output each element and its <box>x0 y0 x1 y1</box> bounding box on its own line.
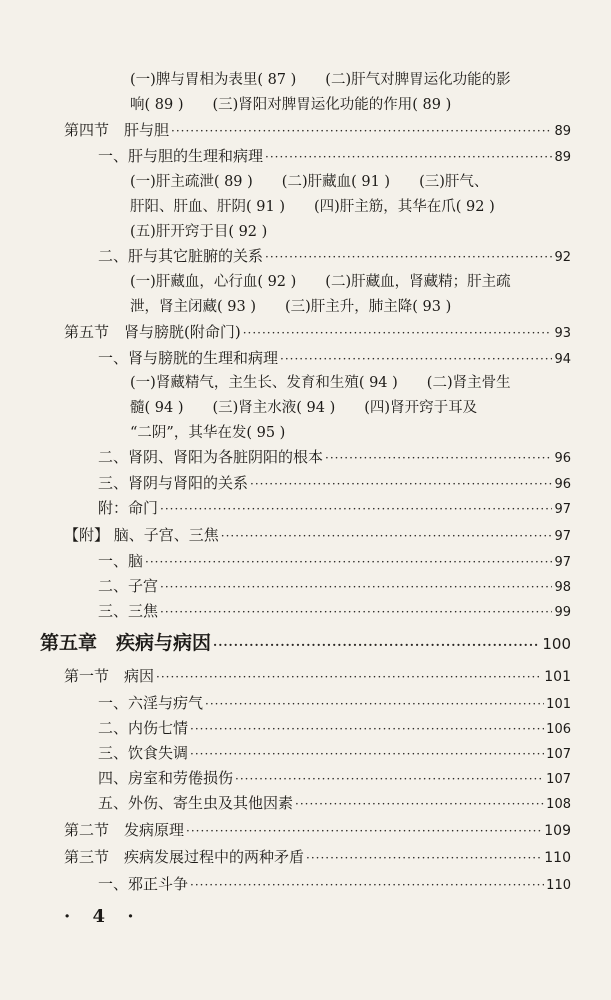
toc-subitems-line: “二阴”，其华在发( 95 ) <box>130 425 286 441</box>
leader-dots <box>205 694 544 714</box>
toc-page-number: 92 <box>554 250 571 265</box>
toc-page-number: 89 <box>554 150 571 165</box>
leader-dots <box>186 821 542 841</box>
toc-page-number: 110 <box>544 850 571 866</box>
toc-entry-label: 第二节 发病原理 <box>64 821 185 839</box>
toc-subitems-line: 响( 89 ) (三)肾阳对脾胃运化功能的作用( 89 ) <box>130 97 452 113</box>
toc-page-number: 99 <box>554 605 571 620</box>
toc-entry-label: 一、肾与膀胱的生理和病理 <box>98 349 279 367</box>
toc-entry-subsection[interactable] <box>98 601 571 623</box>
toc-entry-subsection[interactable] <box>98 768 571 790</box>
toc-page-number: 98 <box>554 580 571 595</box>
toc-page-number: 89 <box>554 124 571 139</box>
leader-dots <box>250 474 552 494</box>
toc-page-number: 93 <box>554 326 571 341</box>
leader-dots <box>145 552 552 572</box>
toc-entry-label: 一、肝与胆的生理和病理 <box>98 147 264 165</box>
toc-entry-label: 三、饮食失调 <box>98 744 189 762</box>
toc-entry-label: 【附】 脑、子宫、三焦 <box>64 526 219 544</box>
toc-entry-subsection[interactable] <box>98 793 571 815</box>
toc-entry-label: 第四节 肝与胆 <box>64 121 170 139</box>
toc-page-number: 110 <box>546 878 571 893</box>
toc-page-number: 97 <box>554 555 571 570</box>
toc-entry-label: 一、脑 <box>98 552 144 570</box>
toc-entry-label: 附：命门 <box>98 499 159 517</box>
toc-entry-subsection[interactable] <box>98 743 571 765</box>
toc-entry-chapter[interactable] <box>40 630 571 658</box>
toc-entry-label: 第三节 疾病发展过程中的两种矛盾 <box>64 848 305 866</box>
leader-dots <box>171 121 552 141</box>
leader-dots <box>160 602 552 622</box>
toc-entry-label: 第五章 疾病与病因 <box>40 632 212 654</box>
toc-subitems-line: (一)肝主疏泄( 89 ) (二)肝藏血( 91 ) (三)肝气、 <box>130 174 489 190</box>
toc-entry-subsection[interactable] <box>98 718 571 740</box>
toc-entry-label: 三、三焦 <box>98 602 159 620</box>
leader-dots <box>156 667 542 687</box>
toc-subitems-line: (一)肾藏精气，主生长、发育和生殖( 94 ) (二)肾主骨生 <box>130 375 511 391</box>
toc-page-number: 107 <box>546 747 571 762</box>
toc-page-number: 96 <box>554 477 571 492</box>
toc-entry-subsection[interactable] <box>98 473 571 495</box>
toc-entry-section[interactable] <box>64 120 571 142</box>
leader-dots <box>265 147 552 167</box>
leader-dots <box>190 875 544 895</box>
toc-page-number: 96 <box>554 451 571 466</box>
toc-entry-label: 二、子宫 <box>98 577 159 595</box>
toc-entry-subsection[interactable] <box>98 874 571 896</box>
toc-entry-label: 三、肾阴与肾阳的关系 <box>98 474 249 492</box>
toc-page-number: 101 <box>546 697 571 712</box>
toc-entry-section[interactable] <box>64 847 571 868</box>
leader-dots <box>243 323 553 343</box>
toc-subitems-line: 肝阳、肝血、肝阴( 91 ) (四)肝主筋，其华在爪( 92 ) <box>130 199 495 215</box>
leader-dots <box>325 448 552 468</box>
page-folio: · 4 · <box>64 906 142 927</box>
leader-dots <box>213 632 540 658</box>
toc-entry-subsection[interactable] <box>98 348 571 370</box>
toc-page-number: 108 <box>546 797 571 812</box>
leader-dots <box>235 769 544 789</box>
leader-dots <box>265 247 552 267</box>
toc-page-number: 101 <box>544 669 571 685</box>
toc-entry-appendix[interactable] <box>64 525 571 547</box>
toc-page-number: 106 <box>546 722 571 737</box>
toc-subitems-line: (一)肝藏血，心行血( 92 ) (二)肝藏血，肾藏精；肝主疏 <box>130 274 511 290</box>
toc-entry-label: 二、内伤七情 <box>98 719 189 737</box>
toc-entry-label: 一、六淫与疠气 <box>98 694 204 712</box>
toc-entry-section[interactable] <box>64 820 571 841</box>
toc-entry-subsection[interactable] <box>98 576 571 598</box>
toc-subitems-line: (五)肝开窍于目( 92 ) <box>130 224 268 240</box>
toc-entry-label: 第五节 肾与膀胱(附命门) <box>64 323 241 341</box>
toc-entry-subsection[interactable] <box>98 146 571 168</box>
leader-dots <box>280 349 552 369</box>
leader-dots <box>160 577 552 597</box>
leader-dots <box>306 848 542 868</box>
toc-entry-label: 一、邪正斗争 <box>98 875 189 893</box>
toc-entry-subsection[interactable] <box>98 246 571 268</box>
toc-subitems-line: (一)脾与胃相为表里( 87 ) (二)肝气对脾胃运化功能的影 <box>130 72 511 88</box>
toc-entry-section[interactable] <box>64 666 571 687</box>
toc-entry-label: 五、外伤、寄生虫及其他因素 <box>98 794 294 812</box>
toc-page-number: 97 <box>554 502 571 517</box>
leader-dots <box>190 719 544 739</box>
toc-entry-subsection[interactable] <box>98 693 571 715</box>
toc-entry-label: 四、房室和劳倦损伤 <box>98 769 234 787</box>
toc-entry-subsection[interactable] <box>98 447 571 469</box>
toc-entry-subsection[interactable] <box>98 498 571 520</box>
toc-page-number: 100 <box>542 635 571 653</box>
toc-entry-label: 第一节 病因 <box>64 667 155 685</box>
leader-dots <box>221 526 553 546</box>
toc-entry-label: 二、肾阴、肾阳为各脏阴阳的根本 <box>98 448 324 466</box>
toc-subitems-line: 髓( 94 ) (三)肾主水液( 94 ) (四)肾开窍于耳及 <box>130 400 478 416</box>
leader-dots <box>160 499 552 519</box>
toc-page-number: 107 <box>546 772 571 787</box>
leader-dots <box>295 794 544 814</box>
toc-page-number: 97 <box>554 529 571 544</box>
toc-entry-label: 二、肝与其它脏腑的关系 <box>98 247 264 265</box>
toc-page-number: 94 <box>554 352 571 367</box>
toc-entry-section[interactable] <box>64 322 571 344</box>
toc-page-number: 109 <box>544 823 571 839</box>
toc-subitems-line: 泄，肾主闭藏( 93 ) (三)肝主升，肺主降( 93 ) <box>130 299 452 315</box>
toc-entry-subsection[interactable] <box>98 551 571 573</box>
leader-dots <box>190 744 544 764</box>
